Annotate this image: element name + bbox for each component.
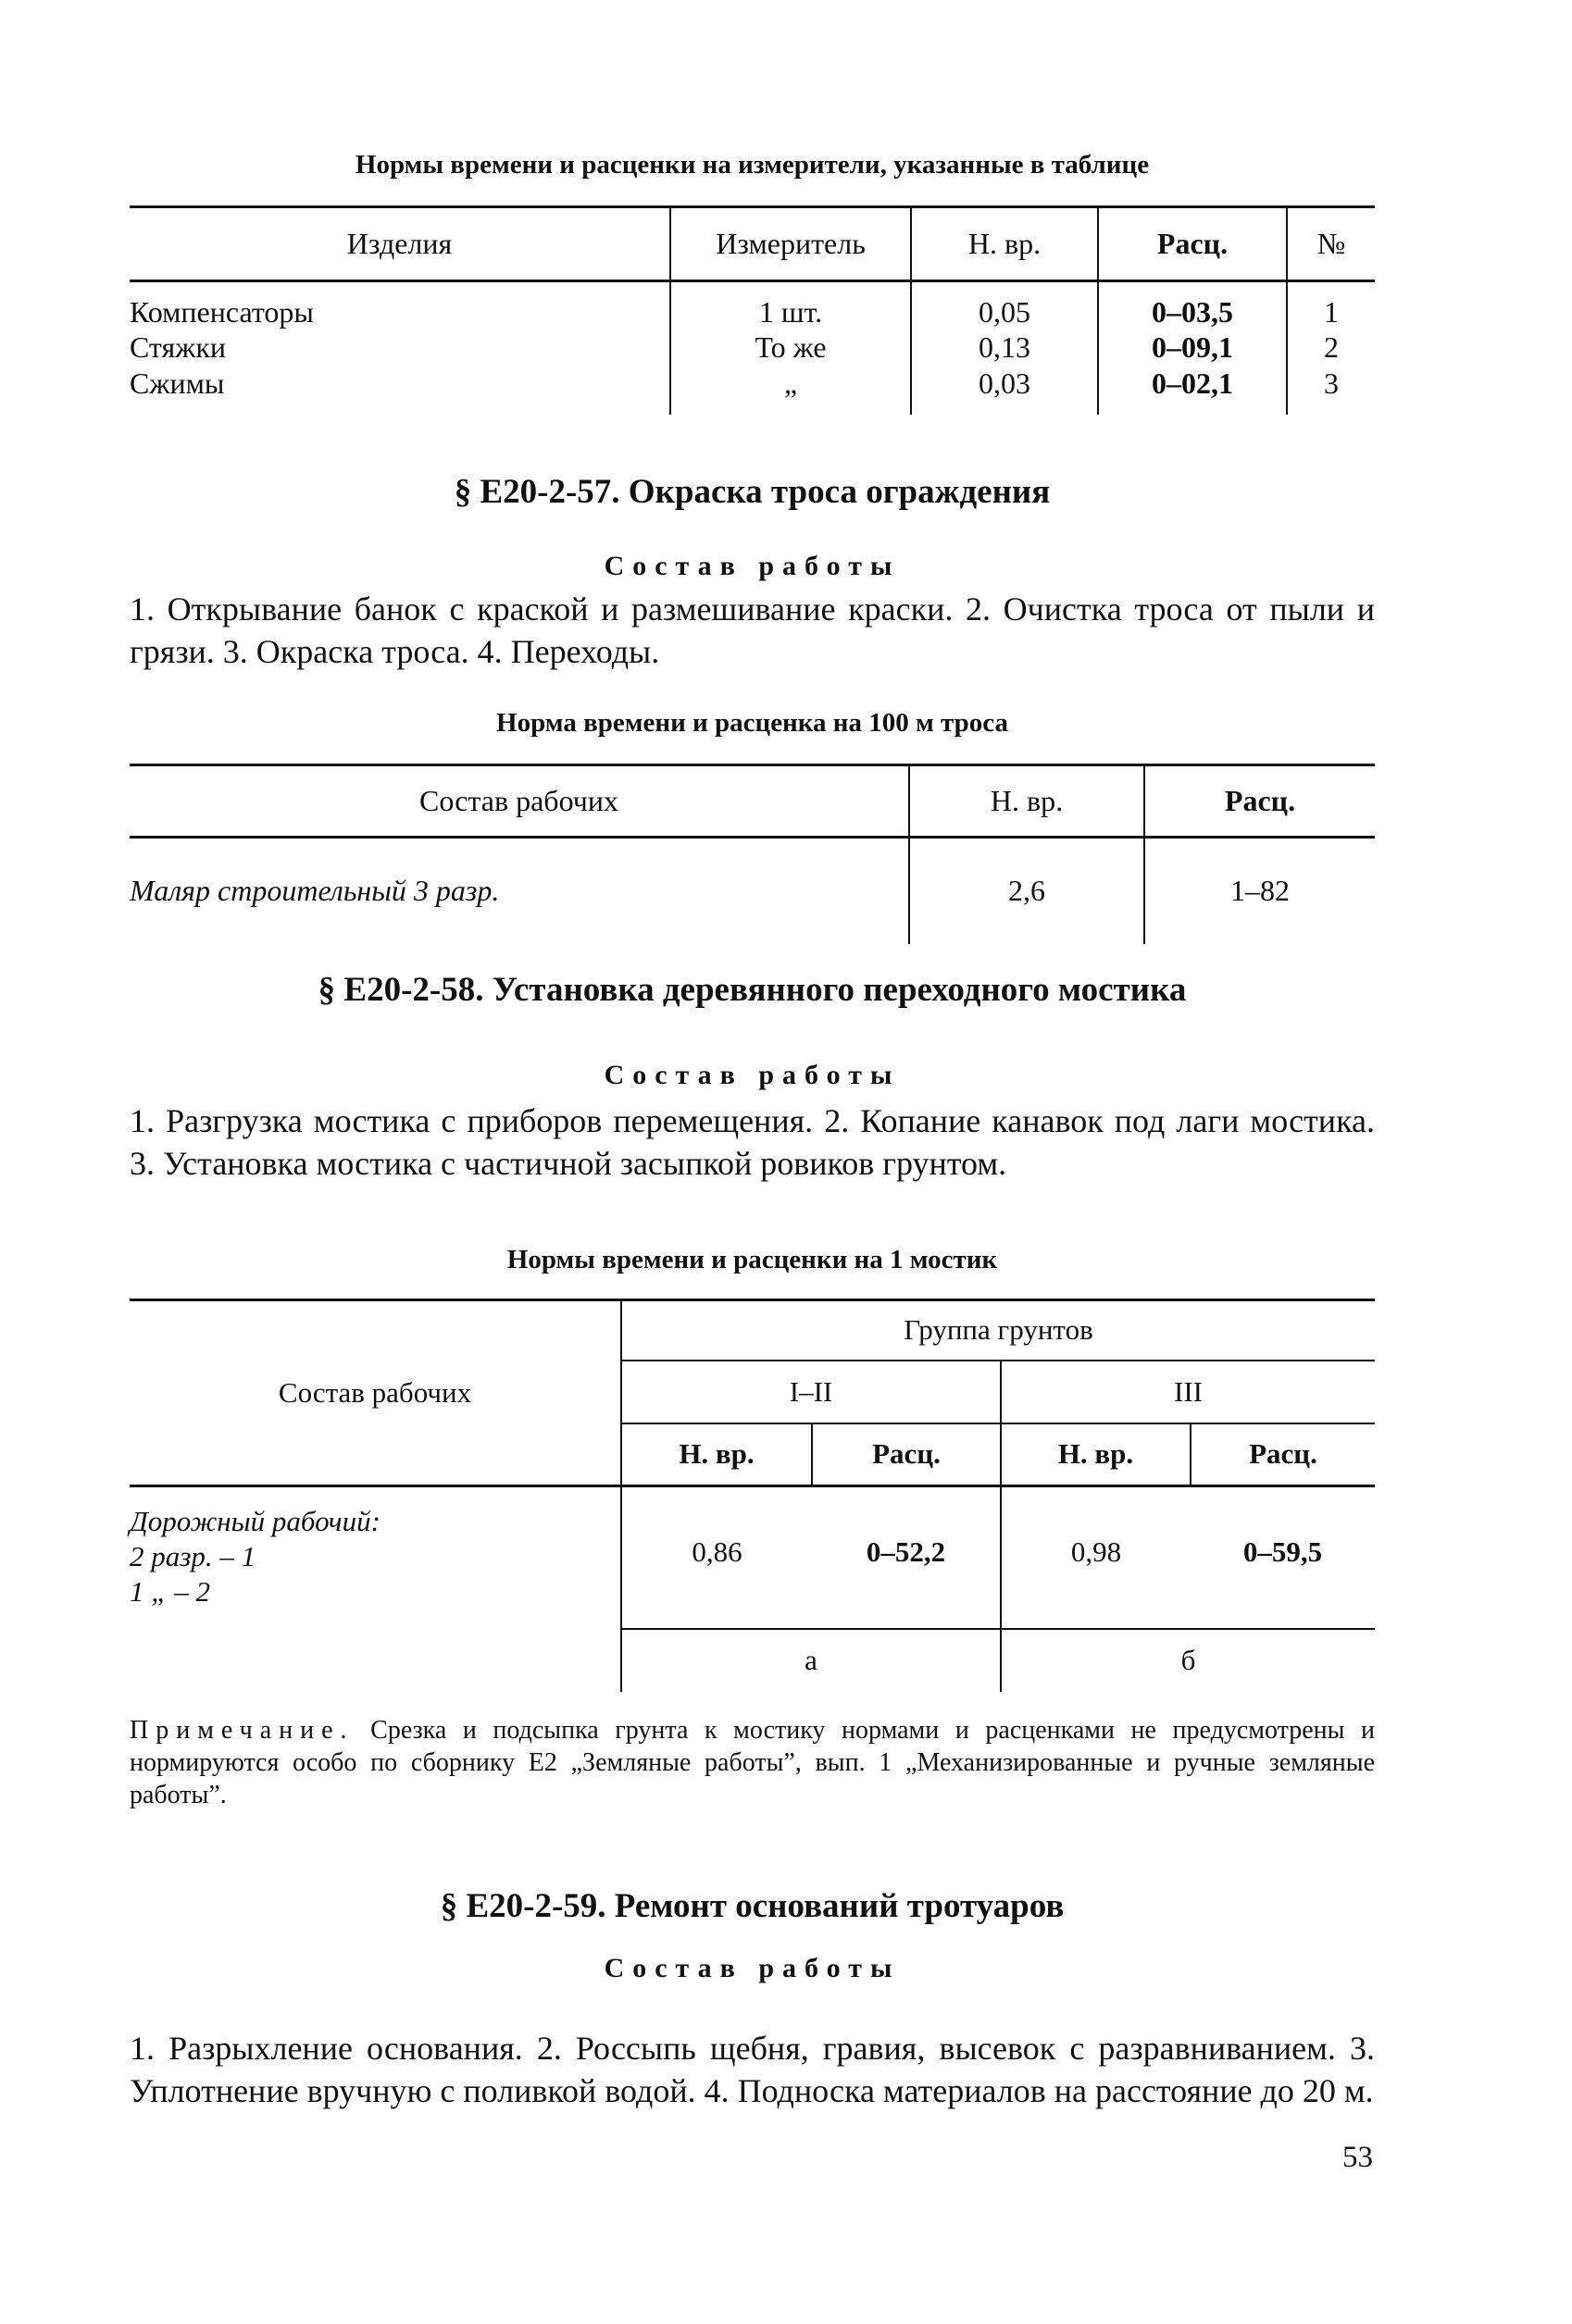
table1-cell: 3 [1324, 366, 1339, 400]
table1-cell: Стяжки [130, 329, 670, 367]
table1-cell: 2 [1324, 330, 1339, 364]
table3-cell: 0–59,5 [1242, 1535, 1323, 1568]
table3-column-a: а [621, 1629, 1001, 1692]
table-row [130, 838, 1375, 944]
table1-cell: 0,13 [911, 329, 1098, 367]
table1-cell: 0–03,5 [1098, 281, 1287, 329]
table3-cell: 0,86 [692, 1535, 742, 1568]
table3-cell: 0,98 [1070, 1535, 1122, 1568]
table1-cell: 0–09,1 [1098, 329, 1287, 367]
table1-header-items: Изделия [130, 207, 670, 281]
note-label: Примечание. [130, 1716, 355, 1745]
note-text: Срезка и подсыпка грунта к мостику нормами и расценками не предусмотрены и нормируются особо по сборнику Е2 „Земляные работы”, вып. 1 „Механизированные и ручные земляные работы”. [130, 1716, 1375, 1809]
table2-caption: Норма времени и расценка на 100 м троса [496, 708, 1008, 738]
table1-cell: 0–02,1 [1098, 367, 1287, 415]
table1-header-rasc: Расц. [1098, 207, 1287, 281]
table2-cell-nvr: 2,6 [909, 838, 1144, 944]
table1-cell: 0,03 [911, 367, 1098, 415]
section-59-subtitle: Состав работы [604, 1953, 901, 1983]
table3-header-rasc: Расц. [1191, 1423, 1375, 1486]
table2-header-nvr: Н. вр. [909, 765, 1144, 838]
table3-caption: Нормы времени и расценки на 1 мостик [506, 1245, 998, 1274]
table-row [130, 329, 1375, 367]
page-number: 53 [1342, 2141, 1373, 2174]
section-58-subtitle: Состав работы [604, 1060, 901, 1090]
table-row [130, 367, 1375, 415]
table3-header-group-3: III [1001, 1361, 1375, 1423]
table1-cell: Компенсаторы [130, 281, 670, 329]
table3-worker-line: 1 „ – 2 [130, 1575, 210, 1608]
table1-cell: 1 шт. [670, 281, 911, 329]
table1-caption: Нормы времени и расценки на измерители, указанные в таблице [355, 150, 1150, 180]
section-58-text: 1. Разгрузка мостика с приборов перемещения. 2. Копание канавок под лаги мостика. 3. Установка мостика с частичной засыпкой ровиков грунтом. [130, 1102, 1375, 1182]
section-59-title: § Е20-2-59. Ремонт оснований тротуаров [440, 1887, 1065, 1925]
table3-header-nvr: Н. вр. [1001, 1423, 1191, 1486]
table1-cell: Сжимы [130, 367, 670, 415]
table3-header-rasc: Расц. [812, 1423, 1001, 1486]
table3-worker-line: Дорожный рабочий: [130, 1505, 381, 1537]
table2-cell-worker: Маляр строительный 3 разр. [130, 838, 909, 944]
table1-cell: То же [670, 329, 911, 367]
table3-column-b: б [1001, 1629, 1375, 1692]
section-58-title: § Е20-2-58. Установка деревянного переходного мостика [318, 971, 1187, 1009]
section-57-subtitle: Состав работы [604, 551, 901, 581]
table2-header-rasc: Расц. [1224, 784, 1296, 817]
table3-cell-workers [130, 1486, 621, 1629]
table1-header-unit: Измеритель [670, 207, 911, 281]
table1 [130, 205, 1375, 415]
table3-header-nvr: Н. вр. [621, 1423, 812, 1486]
table1-cell: 0,05 [911, 281, 1098, 329]
table1-cell: „ [670, 367, 911, 415]
table1-cell: 1 [1324, 294, 1339, 329]
table1-header-no: № [1316, 227, 1346, 260]
table3 [130, 1299, 1375, 1692]
section-59-text: 1. Разрыхление основания. 2. Россыпь щебня, гравия, высевок с разравниванием. 3. Уплотнение вручную с поливкой водой. 4. Подноска материалов на расстояние до 20 м. [130, 2030, 1375, 2109]
table3-header-workers: Состав рабочих [130, 1300, 621, 1486]
section-57-title: § Е20-2-57. Окраска троса ограждения [454, 473, 1051, 511]
table1-header-nvr: Н. вр. [911, 207, 1098, 281]
table3-header-group-1-2: I–II [621, 1361, 1001, 1423]
section-57-text: 1. Открывание банок с краской и размешивание краски. 2. Очистка троса от пыли и грязи. 3. Окраска троса. 4. Переходы. [130, 590, 1375, 670]
table3-cell: 0–52,2 [812, 1486, 1001, 1629]
table2 [130, 764, 1375, 944]
table3-empty-cell [130, 1629, 621, 1692]
table-row [130, 281, 1375, 329]
table2-header-workers: Состав рабочих [130, 765, 909, 838]
table3-worker-line: 2 разр. – 1 [130, 1540, 256, 1572]
table2-cell-rasc: 1–82 [1230, 874, 1290, 908]
table3-header-group: Группа грунтов [621, 1300, 1375, 1361]
note [130, 1714, 1375, 1811]
table-row [130, 1486, 1375, 1629]
